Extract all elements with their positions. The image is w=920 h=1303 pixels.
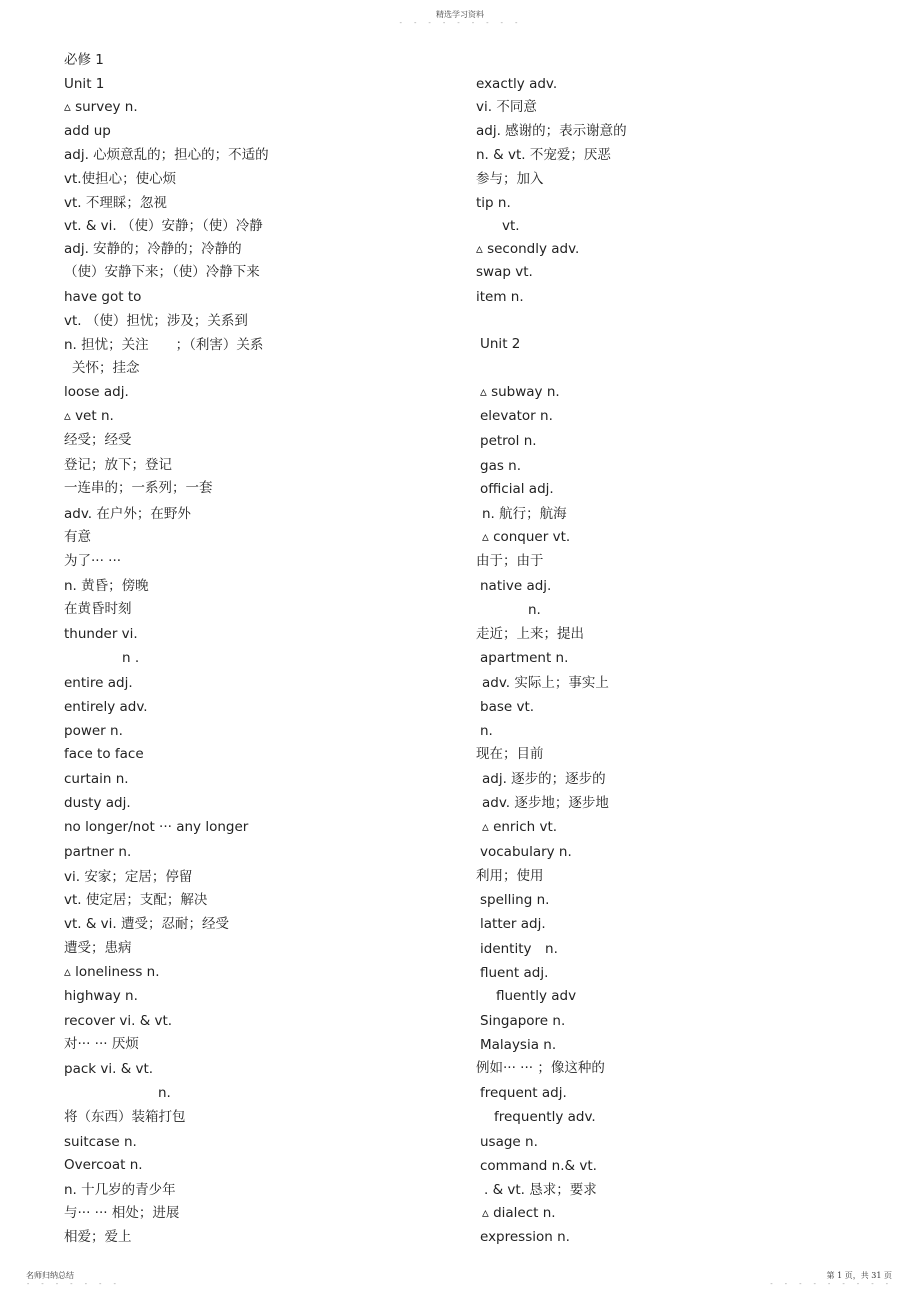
vocab-line: swap vt. [476,264,533,280]
vocab-line: 必修 1 [64,52,104,68]
vocab-line: entirely adv. [64,699,148,715]
vocab-line: vi. 安家；定居；停留 [64,869,193,885]
vocab-line: n . [122,650,140,666]
vocab-line: vt. （使）担忧；涉及；关系到 [64,313,248,329]
vocab-line: vt. 不理睬；忽视 [64,195,167,211]
vocab-line: frequent adj. [480,1085,567,1101]
vocab-line: 将（东西）装箱打包 [64,1109,186,1125]
vocab-line: ▵ survey n. [64,99,138,115]
vocab-line: Unit 1 [64,76,105,92]
vocab-line: loose adj. [64,384,129,400]
vocab-line: n. 十几岁的青少年 [64,1182,176,1198]
vocab-line: ▵ loneliness n. [64,964,160,980]
vocab-line: n. [528,602,541,618]
vocab-line: native adj. [480,578,552,594]
vocab-line: partner n. [64,844,132,860]
vocab-line: ▵ subway n. [480,384,560,400]
vocab-line: 经受；经受 [64,432,132,448]
vocab-line: identity n. [480,941,558,957]
vocab-line: power n. [64,723,123,739]
vocab-line: Malaysia n. [480,1037,557,1053]
vocab-line: recover vi. & vt. [64,1013,173,1029]
vocab-line: 登记；放下；登记 [64,457,172,473]
vocab-line: suitcase n. [64,1134,137,1150]
page-header-dashes: - - - - - - - - - [398,19,522,27]
vocab-line: gas n. [480,458,522,474]
vocab-line: pack vi. & vt. [64,1061,154,1077]
vocab-line: curtain n. [64,771,129,787]
vocab-line: usage n. [480,1134,538,1150]
vocab-line: 参与；加入 [476,171,544,187]
vocab-line: exactly adv. [476,76,558,92]
vocab-line: 遭受；患病 [64,940,132,956]
vocab-line: n. 担忧；关注 ；（利害）关系 [64,337,264,353]
footer-left-dashes: - - - - - - - [26,1280,120,1288]
vocab-line: . & vt. 恳求；要求 [484,1182,597,1198]
vocab-line: 相爱；爱上 [64,1229,132,1245]
vocab-line: ▵ dialect n. [482,1205,556,1221]
vocab-line: n. [158,1085,171,1101]
vocab-line: adj. 感谢的；表示谢意的 [476,123,627,139]
vocab-line: vi. 不同意 [476,99,537,115]
vocab-line: item n. [476,289,524,305]
vocab-line: 例如··· ··· ；像这种的 [476,1060,605,1076]
vocab-line: 为了··· ··· [64,553,122,569]
vocab-line: fluently adv [496,988,577,1004]
vocab-line: 由于；由于 [476,553,544,569]
vocab-line: ▵ conquer vt. [482,529,571,545]
vocab-line: dusty adj. [64,795,131,811]
vocab-line: petrol n. [480,433,537,449]
vocab-line: apartment n. [480,650,569,666]
vocab-line: vt. 使定居；支配；解决 [64,892,208,908]
vocab-line: no longer/not ··· any longer [64,819,249,835]
vocab-line: 关怀；挂念 [72,360,140,376]
vocab-line: highway n. [64,988,138,1004]
vocab-line: adv. 逐步地；逐步地 [482,795,609,811]
vocab-line: n. 航行；航海 [482,506,567,522]
vocab-line: 一连串的；一系列；一套 [64,480,213,496]
vocab-line: ▵ secondly adv. [476,241,580,257]
page-number: 第 1 页，共 31 页 [826,1271,892,1280]
vocab-line: fluent adj. [480,965,549,981]
vocab-line: Unit 2 [480,336,521,352]
vocab-line: 与··· ··· 相处；进展 [64,1205,180,1221]
vocab-line: thunder vi. [64,626,138,642]
vocab-line: 有意 [64,529,91,545]
vocab-line: ▵ vet n. [64,408,114,424]
vocab-line: command n.& vt. [480,1158,597,1174]
vocab-line: 在黄昏时刻 [64,601,132,617]
vocab-line: latter adj. [480,916,546,932]
vocab-line: 现在；目前 [476,746,544,762]
vocab-line: entire adj. [64,675,133,691]
vocab-line: n. & vt. 不宠爱；厌恶 [476,147,611,163]
vocab-line: add up [64,123,111,139]
vocab-line: base vt. [480,699,535,715]
vocab-line: 利用；使用 [476,868,544,884]
vocab-line: adj. 心烦意乱的；担心的；不适的 [64,147,269,163]
footer-right-dashes: - - - - - - - - - [769,1280,892,1288]
vocab-line: tip n. [476,195,511,211]
vocab-line: adv. 实际上；事实上 [482,675,609,691]
vocab-line: （使）安静下来；（使）冷静下来 [64,264,260,280]
vocab-line: Overcoat n. [64,1157,143,1173]
vocab-line: face to face [64,746,144,762]
vocab-line: vocabulary n. [480,844,572,860]
vocab-line: have got to [64,289,142,305]
vocab-line: ▵ enrich vt. [482,819,558,835]
vocab-line: Singapore n. [480,1013,566,1029]
vocab-line: vt. [502,218,520,234]
vocab-line: spelling n. [480,892,550,908]
vocab-line: n. [480,723,493,739]
vocab-line: vt. & vi. （使）安静；（使）冷静 [64,218,263,234]
vocab-line: adj. 安静的；冷静的；冷静的 [64,241,242,257]
vocab-line: n. 黄昏；傍晚 [64,578,149,594]
vocab-line: vt.使担心；使心烦 [64,171,177,187]
vocab-line: adj. 逐步的；逐步的 [482,771,606,787]
vocab-line: adv. 在户外；在野外 [64,506,191,522]
vocab-line: elevator n. [480,408,553,424]
vocab-line: expression n. [480,1229,570,1245]
vocab-line: frequently adv. [494,1109,596,1125]
vocab-line: vt. & vi. 遭受；忍耐；经受 [64,916,230,932]
vocab-line: official adj. [480,481,554,497]
footer-left-label: 名师归纳总结 [26,1271,74,1280]
vocab-line: 走近；上来；提出 [476,626,584,642]
page-header-title: 精选学习资料 [436,10,484,19]
vocab-line: 对··· ··· 厌烦 [64,1036,139,1052]
